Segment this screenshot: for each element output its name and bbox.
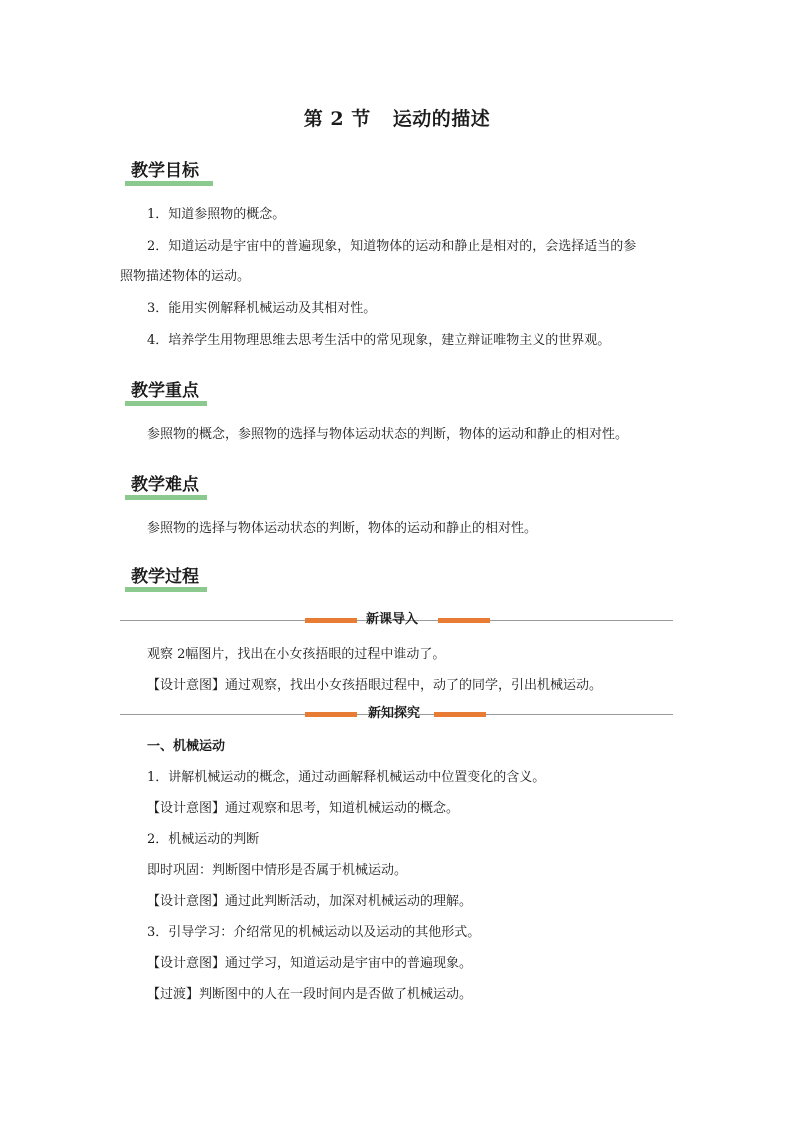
section-topic: 运动的描述 (392, 108, 491, 130)
page-title (0, 104, 794, 131)
goal-item-4: 4．培养学生用物理思维去思考生活中的常见现象，建立辩证唯物主义的世界观。 (147, 333, 611, 348)
intro-divider-label: 新课导入 (366, 612, 419, 627)
key-points-text: 参照物的概念，参照物的选择与物体运动状态的判断，物体的运动和静止的相对性。 (147, 427, 629, 442)
explore-line-3: 2．机械运动的判断 (147, 832, 260, 847)
process-heading: 教学过程 (125, 566, 207, 592)
goal-item-2-cont: 照物描述物体的运动。 (120, 269, 251, 284)
explore-subheading: 一、机械运动 (147, 739, 226, 754)
divider-accent-right (434, 712, 486, 717)
explore-line-2: 【设计意图】通过观察和思考，知道机械运动的概念。 (147, 801, 460, 816)
goals-heading: 教学目标 (125, 160, 213, 186)
key-points-heading: 教学重点 (125, 380, 207, 406)
heading-underline (125, 401, 207, 406)
intro-line-2: 【设计意图】通过观察，找出小女孩捂眼过程中，动了的同学，引出机械运动。 (147, 678, 603, 693)
intro-line-1: 观察 2幅图片，找出在小女孩捂眼的过程中谁动了。 (147, 647, 446, 662)
divider-accent-left (305, 712, 357, 717)
difficulties-text: 参照物的选择与物体运动状态的判断，物体的运动和静止的相对性。 (147, 521, 538, 536)
goal-item-2: 2．知道运动是宇宙中的普遍现象，知道物体的运动和静止是相对的，会选择适当的参 (147, 239, 637, 254)
divider-accent-left (305, 618, 357, 623)
explore-divider-label: 新知探究 (368, 706, 421, 721)
difficulties-heading: 教学难点 (125, 474, 207, 500)
heading-underline (125, 495, 207, 500)
goal-item-1: 1．知道参照物的概念。 (147, 207, 286, 222)
explore-line-1: 1．讲解机械运动的概念，通过动画解释机械运动中位置变化的含义。 (147, 770, 546, 785)
goal-item-3: 3．能用实例解释机械运动及其相对性。 (147, 301, 377, 316)
explore-line-7: 【设计意图】通过学习，知道运动是宇宙中的普遍现象。 (147, 956, 473, 971)
explore-line-8: 【过渡】判断图中的人在一段时间内是否做了机械运动。 (147, 987, 473, 1002)
explore-line-4: 即时巩固：判断图中情形是否属于机械运动。 (147, 863, 408, 878)
explore-line-5: 【设计意图】通过此判断活动，加深对机械运动的理解。 (147, 894, 473, 909)
explore-line-6: 3．引导学习：介绍常见的机械运动以及运动的其他形式。 (147, 925, 481, 940)
heading-underline (125, 587, 207, 592)
section-number: 第 2 节 (303, 108, 371, 130)
heading-underline (125, 181, 213, 186)
divider-accent-right (438, 618, 490, 623)
